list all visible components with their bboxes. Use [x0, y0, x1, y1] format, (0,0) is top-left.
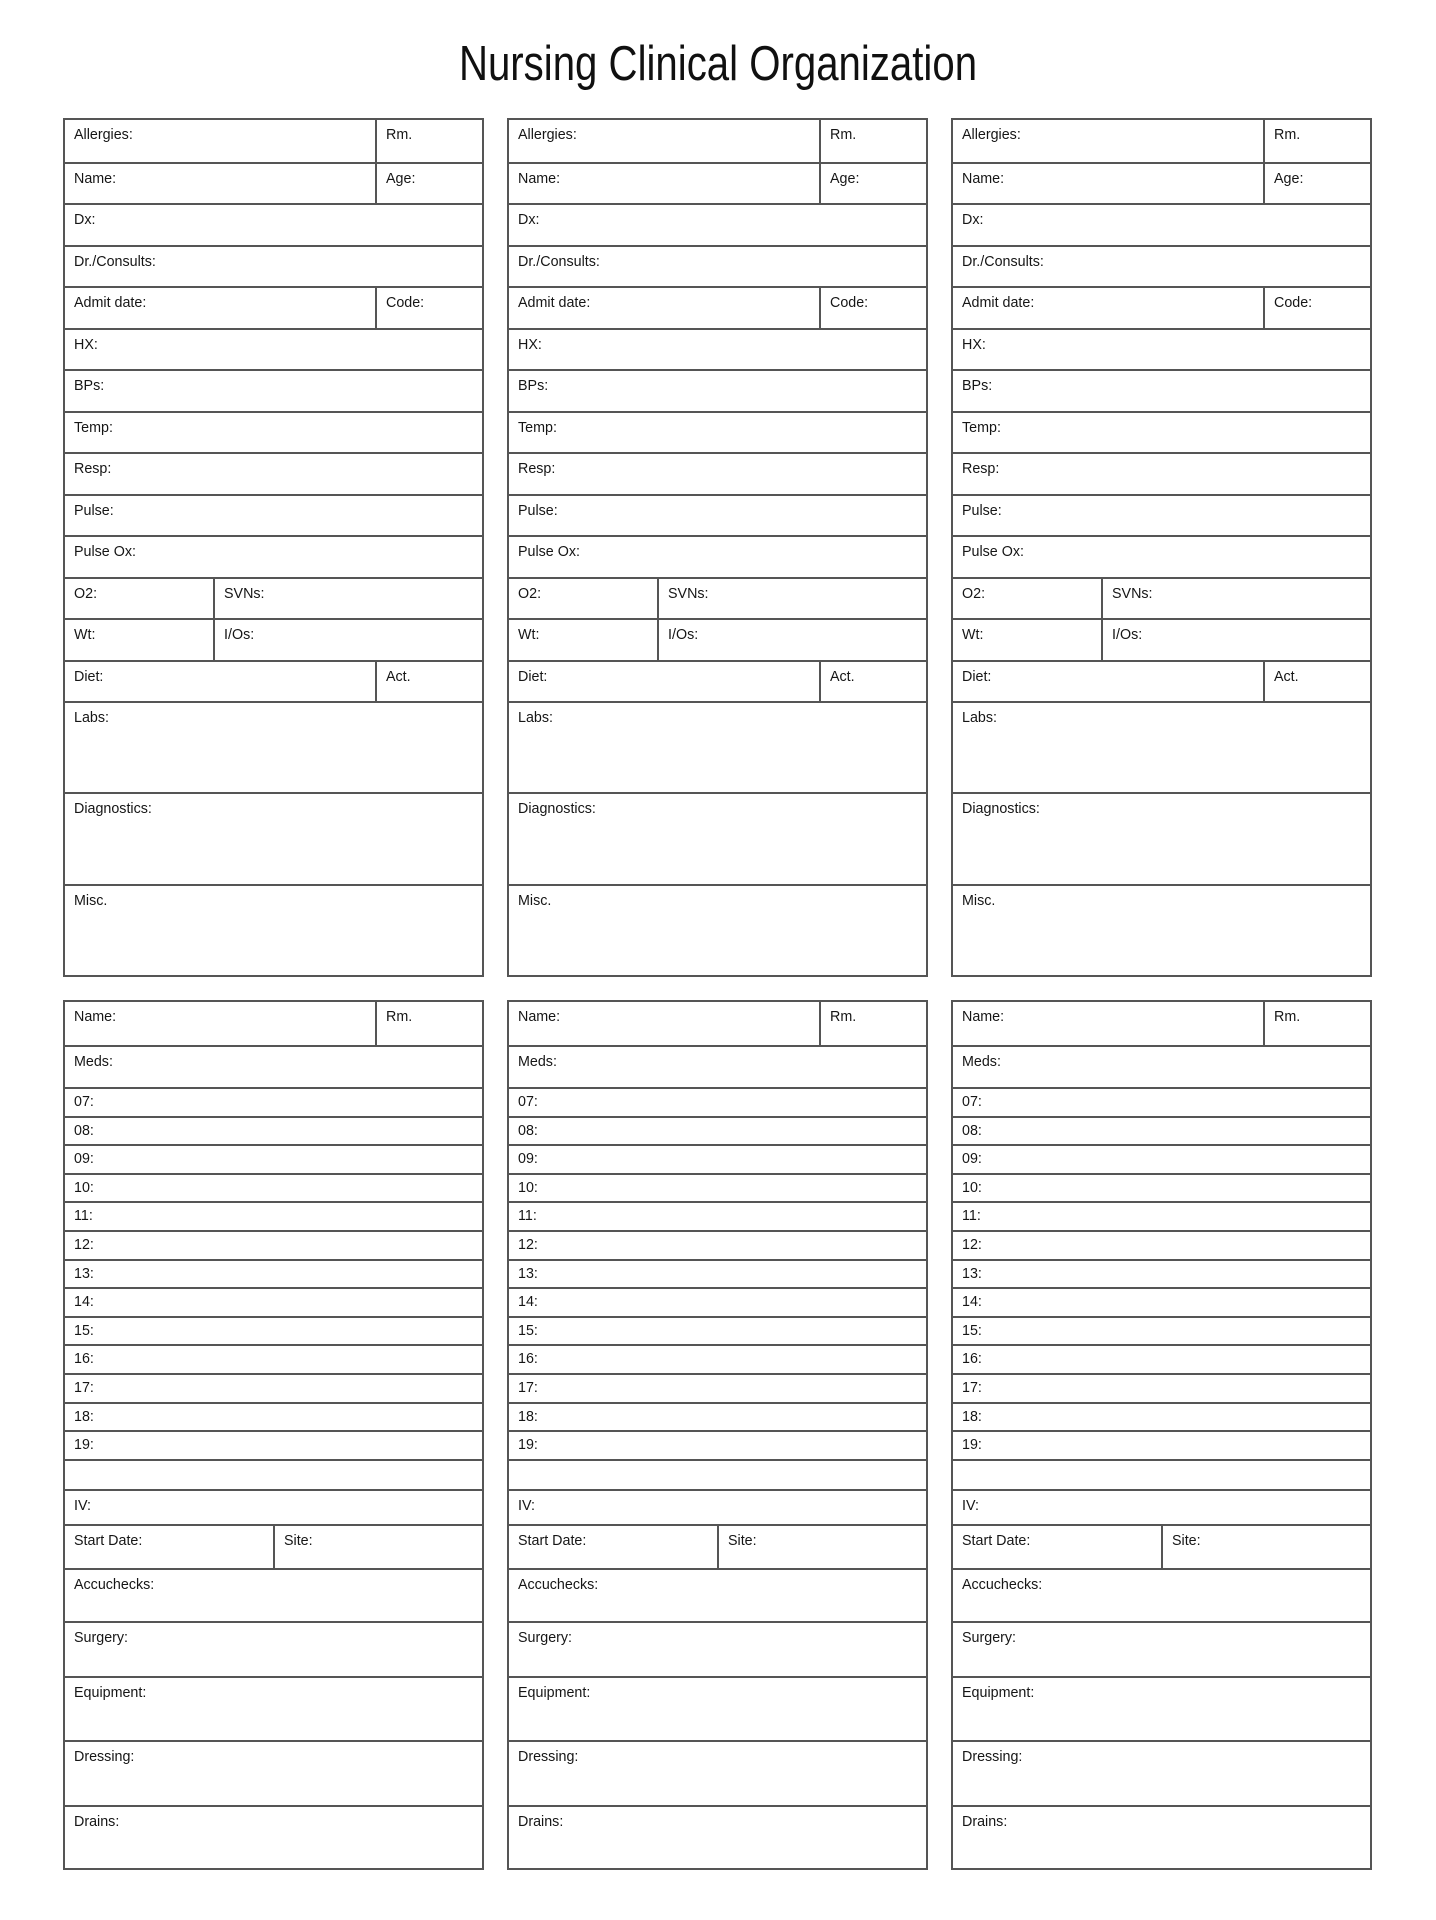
row-hour-12 — [65, 1230, 482, 1259]
row-start-site — [65, 1524, 482, 1568]
hour-label: 11: — [518, 1208, 537, 1225]
row-hour-14 — [509, 1287, 926, 1316]
row-hour-07 — [509, 1087, 926, 1116]
equipment-label: Equipment: — [962, 1684, 1035, 1701]
meds-label: Meds: — [74, 1054, 113, 1070]
pulse-ox-label: Pulse Ox: — [74, 544, 136, 560]
pulse-ox-label: Pulse Ox: — [962, 544, 1024, 560]
row-admit-date — [65, 286, 482, 328]
hour-label: 08: — [74, 1122, 94, 1139]
row-name — [953, 162, 1370, 204]
row-dressing — [953, 1740, 1370, 1805]
row-hour-12 — [509, 1230, 926, 1259]
age-label: Age: — [386, 170, 416, 187]
site-cell — [1161, 1526, 1370, 1568]
dressing-label: Dressing: — [962, 1748, 1023, 1765]
site-label: Site: — [1172, 1532, 1201, 1549]
row-pulse — [953, 494, 1370, 536]
row-surgery — [953, 1621, 1370, 1676]
patient-card — [63, 118, 484, 977]
hour-label: 18: — [962, 1408, 982, 1425]
row-accuchecks — [953, 1568, 1370, 1621]
row-hour-18 — [509, 1402, 926, 1431]
row-labs — [953, 701, 1370, 792]
equipment-label: Equipment: — [74, 1684, 147, 1701]
room-label: Rm. — [830, 127, 857, 143]
hour-label: 09: — [518, 1151, 538, 1168]
hx-label: HX: — [74, 336, 98, 353]
age-label: Age: — [830, 170, 860, 187]
ios-label: I/Os: — [1112, 627, 1143, 643]
iv-label: IV: — [74, 1497, 91, 1514]
act-cell — [819, 662, 926, 702]
room-cell — [1263, 120, 1370, 162]
hour-label: 10: — [74, 1179, 94, 1196]
row-o2-svns — [953, 577, 1370, 619]
meds-label: Meds: — [962, 1054, 1001, 1070]
dx-label: Dx: — [518, 212, 540, 228]
pulse-label: Pulse: — [74, 502, 114, 519]
hour-label: 14: — [518, 1294, 538, 1311]
hour-label: 18: — [74, 1408, 94, 1425]
row-dressing — [509, 1740, 926, 1805]
column — [951, 118, 1372, 1870]
row-hour-07 — [953, 1087, 1370, 1116]
row-hx — [65, 328, 482, 370]
equipment-label: Equipment: — [518, 1684, 591, 1701]
row-hour-13 — [953, 1259, 1370, 1288]
o2-label: O2: — [518, 585, 542, 602]
page-title: Nursing Clinical Organization — [458, 37, 978, 91]
code-label: Code: — [386, 295, 425, 311]
column — [63, 118, 484, 1870]
name-label: Name: — [518, 170, 561, 187]
room-label: Rm. — [1274, 1009, 1301, 1025]
dr-consults-label: Dr./Consults: — [962, 253, 1044, 270]
row-labs — [65, 701, 482, 792]
row-hour-15 — [953, 1316, 1370, 1345]
row-name — [65, 162, 482, 204]
diagnostics-label: Diagnostics: — [518, 801, 596, 818]
site-cell — [273, 1526, 482, 1568]
age-label: Age: — [1274, 170, 1304, 187]
row-diagnostics — [953, 792, 1370, 883]
row-hour-08 — [65, 1116, 482, 1145]
row-hour-16 — [509, 1344, 926, 1373]
row-drains — [65, 1805, 482, 1868]
surgery-label: Surgery: — [518, 1629, 573, 1646]
svns-label: SVNs: — [1112, 585, 1153, 602]
room-cell — [375, 120, 482, 162]
row-hour-19 — [509, 1430, 926, 1459]
row-hour-07 — [65, 1087, 482, 1116]
row-pulse-ox — [65, 535, 482, 577]
row-hour-09 — [953, 1144, 1370, 1173]
row-misc — [509, 884, 926, 975]
age-cell — [819, 164, 926, 204]
surgery-label: Surgery: — [74, 1629, 129, 1646]
row-accuchecks — [65, 1568, 482, 1621]
row-meds — [953, 1045, 1370, 1087]
resp-label: Resp: — [518, 461, 556, 477]
row-bps — [953, 369, 1370, 411]
hour-label: 08: — [518, 1122, 538, 1139]
row-hour-11 — [65, 1201, 482, 1230]
iv-label: IV: — [962, 1497, 979, 1514]
row-blank — [65, 1459, 482, 1489]
hour-label: 10: — [962, 1179, 982, 1196]
room-label: Rm. — [386, 127, 413, 143]
row-diagnostics — [65, 792, 482, 883]
room-label: Rm. — [1274, 127, 1301, 143]
drains-label: Drains: — [518, 1813, 564, 1830]
start-date-label: Start Date: — [74, 1532, 143, 1549]
row-equipment — [65, 1676, 482, 1740]
hour-label: 19: — [74, 1437, 94, 1454]
iv-label: IV: — [518, 1497, 535, 1514]
room-cell — [375, 1002, 482, 1045]
code-label: Code: — [1274, 295, 1313, 311]
site-label: Site: — [284, 1532, 313, 1549]
code-label: Code: — [830, 295, 869, 311]
row-temp — [953, 411, 1370, 453]
hour-label: 09: — [962, 1151, 982, 1168]
hour-label: 19: — [962, 1437, 982, 1454]
row-hour-09 — [509, 1144, 926, 1173]
svns-cell — [657, 579, 926, 619]
misc-label: Misc. — [518, 892, 552, 909]
row-o2-svns — [65, 577, 482, 619]
meds-card — [951, 1000, 1372, 1870]
row-dr-consults — [65, 245, 482, 287]
row-hour-17 — [509, 1373, 926, 1402]
row-hour-15 — [509, 1316, 926, 1345]
room-cell — [819, 120, 926, 162]
drains-label: Drains: — [74, 1813, 120, 1830]
accuchecks-label: Accuchecks: — [74, 1576, 155, 1593]
row-start-site — [953, 1524, 1370, 1568]
row-dr-consults — [953, 245, 1370, 287]
wt-label: Wt: — [518, 627, 540, 643]
ios-cell — [657, 620, 926, 660]
room-cell — [1263, 1002, 1370, 1045]
diagnostics-label: Diagnostics: — [74, 801, 152, 818]
row-drains — [953, 1805, 1370, 1868]
row-hour-10 — [953, 1173, 1370, 1202]
hour-label: 15: — [74, 1322, 94, 1339]
allergies-label: Allergies: — [74, 127, 133, 143]
wt-label: Wt: — [74, 627, 96, 643]
row-temp — [509, 411, 926, 453]
admit-date-label: Admit date: — [518, 295, 591, 311]
site-label: Site: — [728, 1532, 757, 1549]
hour-label: 12: — [962, 1236, 982, 1253]
dr-consults-label: Dr./Consults: — [518, 253, 600, 270]
act-cell — [375, 662, 482, 702]
row-misc — [953, 884, 1370, 975]
hour-label: 09: — [74, 1151, 94, 1168]
svns-cell — [1101, 579, 1370, 619]
room-label: Rm. — [386, 1009, 413, 1025]
name-label: Name: — [74, 1009, 117, 1025]
row-temp — [65, 411, 482, 453]
admit-date-label: Admit date: — [74, 295, 147, 311]
row-dr-consults — [509, 245, 926, 287]
ios-label: I/Os: — [668, 627, 699, 643]
row-surgery — [65, 1621, 482, 1676]
labs-label: Labs: — [962, 710, 997, 726]
surgery-label: Surgery: — [962, 1629, 1017, 1646]
row-dx — [953, 203, 1370, 245]
pulse-label: Pulse: — [518, 502, 558, 519]
dressing-label: Dressing: — [74, 1748, 135, 1765]
temp-label: Temp: — [962, 419, 1001, 436]
diagnostics-label: Diagnostics: — [962, 801, 1040, 818]
row-resp — [509, 452, 926, 494]
row-hour-13 — [509, 1259, 926, 1288]
misc-label: Misc. — [962, 892, 996, 909]
row-hour-19 — [65, 1430, 482, 1459]
hour-label: 08: — [962, 1122, 982, 1139]
row-hour-19 — [953, 1430, 1370, 1459]
act-label: Act. — [830, 668, 855, 685]
row-meds — [65, 1045, 482, 1087]
age-cell — [375, 164, 482, 204]
row-hour-08 — [953, 1116, 1370, 1145]
labs-label: Labs: — [518, 710, 553, 726]
hour-label: 14: — [74, 1294, 94, 1311]
dressing-label: Dressing: — [518, 1748, 579, 1765]
wt-label: Wt: — [962, 627, 984, 643]
row-hour-18 — [65, 1402, 482, 1431]
resp-label: Resp: — [962, 461, 1000, 477]
start-date-label: Start Date: — [962, 1532, 1031, 1549]
hour-label: 13: — [74, 1265, 94, 1282]
diet-label: Diet: — [518, 668, 548, 685]
meds-card — [507, 1000, 928, 1870]
row-pulse — [65, 494, 482, 536]
resp-label: Resp: — [74, 461, 112, 477]
misc-label: Misc. — [74, 892, 108, 909]
hx-label: HX: — [518, 336, 542, 353]
row-name-rm — [953, 1002, 1370, 1045]
patient-card — [951, 118, 1372, 977]
code-cell — [819, 288, 926, 328]
site-cell — [717, 1526, 926, 1568]
accuchecks-label: Accuchecks: — [962, 1576, 1043, 1593]
row-bps — [509, 369, 926, 411]
temp-label: Temp: — [74, 419, 113, 436]
hx-label: HX: — [962, 336, 986, 353]
row-diet-act — [509, 660, 926, 702]
row-hx — [953, 328, 1370, 370]
hour-label: 16: — [518, 1351, 538, 1368]
row-hour-11 — [509, 1201, 926, 1230]
row-admit-date — [509, 286, 926, 328]
row-blank — [509, 1459, 926, 1489]
row-hour-17 — [953, 1373, 1370, 1402]
row-labs — [509, 701, 926, 792]
hour-label: 19: — [518, 1437, 538, 1454]
hour-label: 07: — [74, 1094, 94, 1110]
row-allergies — [509, 120, 926, 162]
row-hour-16 — [65, 1344, 482, 1373]
row-o2-svns — [509, 577, 926, 619]
row-meds — [509, 1045, 926, 1087]
row-hour-16 — [953, 1344, 1370, 1373]
ios-cell — [213, 620, 482, 660]
patient-card — [507, 118, 928, 977]
row-pulse-ox — [509, 535, 926, 577]
hour-label: 17: — [518, 1379, 538, 1396]
pulse-ox-label: Pulse Ox: — [518, 544, 580, 560]
row-misc — [65, 884, 482, 975]
row-resp — [953, 452, 1370, 494]
act-label: Act. — [386, 668, 411, 685]
hour-label: 17: — [74, 1379, 94, 1396]
row-hour-08 — [509, 1116, 926, 1145]
row-diagnostics — [509, 792, 926, 883]
bps-label: BPs: — [962, 378, 993, 394]
hour-label: 17: — [962, 1379, 982, 1396]
meds-label: Meds: — [518, 1054, 557, 1070]
row-blank — [953, 1459, 1370, 1489]
row-hour-17 — [65, 1373, 482, 1402]
hour-label: 13: — [962, 1265, 982, 1282]
svns-cell — [213, 579, 482, 619]
row-wt-ios — [509, 618, 926, 660]
room-label: Rm. — [830, 1009, 857, 1025]
row-hour-14 — [65, 1287, 482, 1316]
code-cell — [375, 288, 482, 328]
row-hour-14 — [953, 1287, 1370, 1316]
act-label: Act. — [1274, 668, 1299, 685]
meds-card — [63, 1000, 484, 1870]
drains-label: Drains: — [962, 1813, 1008, 1830]
diet-label: Diet: — [962, 668, 992, 685]
room-cell — [819, 1002, 926, 1045]
row-pulse — [509, 494, 926, 536]
ios-cell — [1101, 620, 1370, 660]
row-iv — [509, 1489, 926, 1524]
accuchecks-label: Accuchecks: — [518, 1576, 599, 1593]
row-hour-15 — [65, 1316, 482, 1345]
row-name-rm — [509, 1002, 926, 1045]
hour-label: 12: — [74, 1236, 94, 1253]
row-accuchecks — [509, 1568, 926, 1621]
admit-date-label: Admit date: — [962, 295, 1035, 311]
pulse-label: Pulse: — [962, 502, 1002, 519]
labs-label: Labs: — [74, 710, 109, 726]
row-wt-ios — [65, 618, 482, 660]
row-hour-09 — [65, 1144, 482, 1173]
hour-label: 16: — [74, 1351, 94, 1368]
hour-label: 16: — [962, 1351, 982, 1368]
allergies-label: Allergies: — [962, 127, 1021, 143]
svns-label: SVNs: — [668, 585, 709, 602]
row-allergies — [65, 120, 482, 162]
column — [507, 118, 928, 1870]
dx-label: Dx: — [962, 212, 984, 228]
diet-label: Diet: — [74, 668, 104, 685]
row-equipment — [509, 1676, 926, 1740]
name-label: Name: — [962, 1009, 1005, 1025]
hour-label: 15: — [518, 1322, 538, 1339]
row-surgery — [509, 1621, 926, 1676]
act-cell — [1263, 662, 1370, 702]
allergies-label: Allergies: — [518, 127, 577, 143]
hour-label: 11: — [74, 1208, 93, 1225]
dx-label: Dx: — [74, 212, 96, 228]
o2-label: O2: — [962, 585, 986, 602]
row-diet-act — [65, 660, 482, 702]
hour-label: 11: — [962, 1208, 981, 1225]
code-cell — [1263, 288, 1370, 328]
row-hx — [509, 328, 926, 370]
temp-label: Temp: — [518, 419, 557, 436]
row-iv — [953, 1489, 1370, 1524]
row-allergies — [953, 120, 1370, 162]
row-wt-ios — [953, 618, 1370, 660]
row-bps — [65, 369, 482, 411]
row-start-site — [509, 1524, 926, 1568]
row-resp — [65, 452, 482, 494]
name-label: Name: — [518, 1009, 561, 1025]
row-hour-12 — [953, 1230, 1370, 1259]
hour-label: 07: — [518, 1094, 538, 1110]
row-hour-18 — [953, 1402, 1370, 1431]
columns-container — [63, 118, 1372, 1870]
row-hour-13 — [65, 1259, 482, 1288]
dr-consults-label: Dr./Consults: — [74, 253, 156, 270]
row-dx — [65, 203, 482, 245]
name-label: Name: — [962, 170, 1005, 187]
row-name-rm — [65, 1002, 482, 1045]
row-dressing — [65, 1740, 482, 1805]
bps-label: BPs: — [74, 378, 105, 394]
row-equipment — [953, 1676, 1370, 1740]
row-diet-act — [953, 660, 1370, 702]
hour-label: 14: — [962, 1294, 982, 1311]
start-date-label: Start Date: — [518, 1532, 587, 1549]
row-drains — [509, 1805, 926, 1868]
row-admit-date — [953, 286, 1370, 328]
hour-label: 10: — [518, 1179, 538, 1196]
row-hour-10 — [65, 1173, 482, 1202]
hour-label: 07: — [962, 1094, 982, 1110]
row-hour-10 — [509, 1173, 926, 1202]
o2-label: O2: — [74, 585, 98, 602]
hour-label: 13: — [518, 1265, 538, 1282]
hour-label: 15: — [962, 1322, 982, 1339]
row-pulse-ox — [953, 535, 1370, 577]
hour-label: 18: — [518, 1408, 538, 1425]
hour-label: 12: — [518, 1236, 538, 1253]
row-hour-11 — [953, 1201, 1370, 1230]
row-iv — [65, 1489, 482, 1524]
bps-label: BPs: — [518, 378, 549, 394]
name-label: Name: — [74, 170, 117, 187]
age-cell — [1263, 164, 1370, 204]
row-dx — [509, 203, 926, 245]
svns-label: SVNs: — [224, 585, 265, 602]
row-name — [509, 162, 926, 204]
ios-label: I/Os: — [224, 627, 255, 643]
